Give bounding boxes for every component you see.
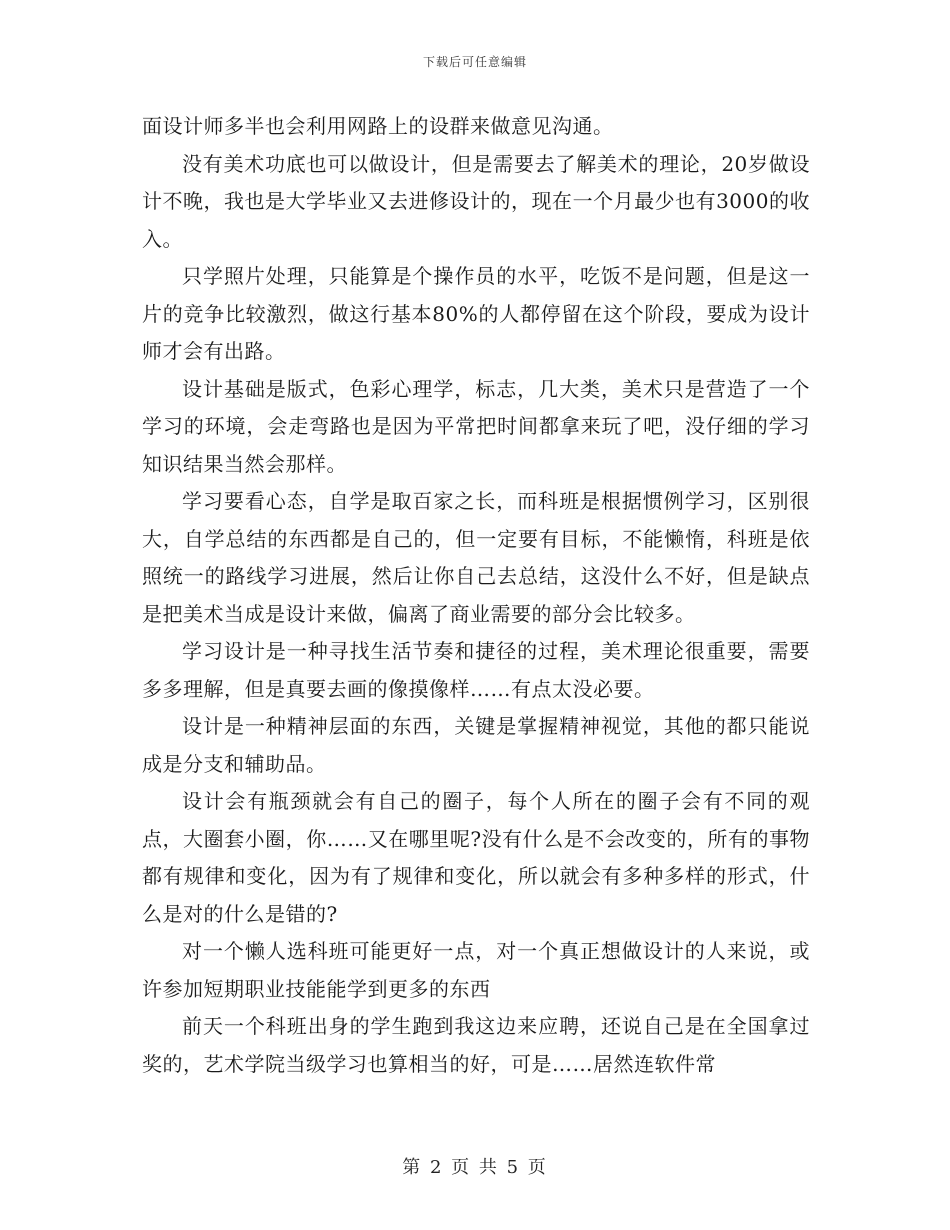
paragraph: 只学照片处理，只能算是个操作员的水平，吃饭不是问题，但是这一片的竞争比较激烈，做这行基本80%的人都停留在这个阶段，要成为设计师才会有出路。 xyxy=(142,264,810,363)
paragraph: 设计是一种精神层面的东西，关键是掌握精神视觉，其他的都只能说成是分支和辅助品。 xyxy=(142,714,810,776)
paragraph: 面设计师多半也会利用网路上的设群来做意见沟通。 xyxy=(142,114,614,138)
page-number-footer: 第 2 页 共 5 页 xyxy=(402,1157,548,1178)
paragraph: 学习要看心态，自学是取百家之长，而科班是根据惯例学习，区别很大，自学总结的东西都是自己的，但一定要有目标，不能懒惰，科班是依照统一的路线学习进展，然后让你自己去总结，这没什么不好，但是缺点是把美术当成是设计来做，偏离了商业需要的部分会比较多。 xyxy=(142,489,810,626)
paragraph: 设计会有瓶颈就会有自己的圈子，每个人所在的圈子会有不同的观点，大圈套小圈，你……又在哪里呢?没有什么是不会改变的，所有的事物都有规律和变化，因为有了规律和变化，所以就会有多种多样的形式，什么是对的什么是错的? xyxy=(142,789,810,926)
paragraph: 设计基础是版式，色彩心理学，标志，几大类，美术只是营造了一个学习的环境，会走弯路也是因为平常把时间都拿来玩了吧，没仔细的学习知识结果当然会那样。 xyxy=(142,376,810,476)
body-text xyxy=(142,108,810,1083)
paragraph: 前天一个科班出身的学生跑到我这边来应聘，还说自己是在全国拿过奖的，艺术学院当级学习也算相当的好，可是……居然连软件常 xyxy=(142,1014,810,1076)
paragraph: 学习设计是一种寻找生活节奏和捷径的过程，美术理论很重要，需要多多理解，但是真要去画的像摸像样……有点太没必要。 xyxy=(142,639,810,701)
page-header: 下载后可任意编辑 xyxy=(422,55,527,69)
paragraph: 对一个懒人选科班可能更好一点，对一个真正想做设计的人来说，或许参加短期职业技能能学到更多的东西 xyxy=(142,939,810,1001)
paragraph: 没有美术功底也可以做设计，但是需要去了解美术的理论，20岁做设计不晚，我也是大学毕业又去进修设计的，现在一个月最少也有3000的收入。 xyxy=(142,151,810,251)
